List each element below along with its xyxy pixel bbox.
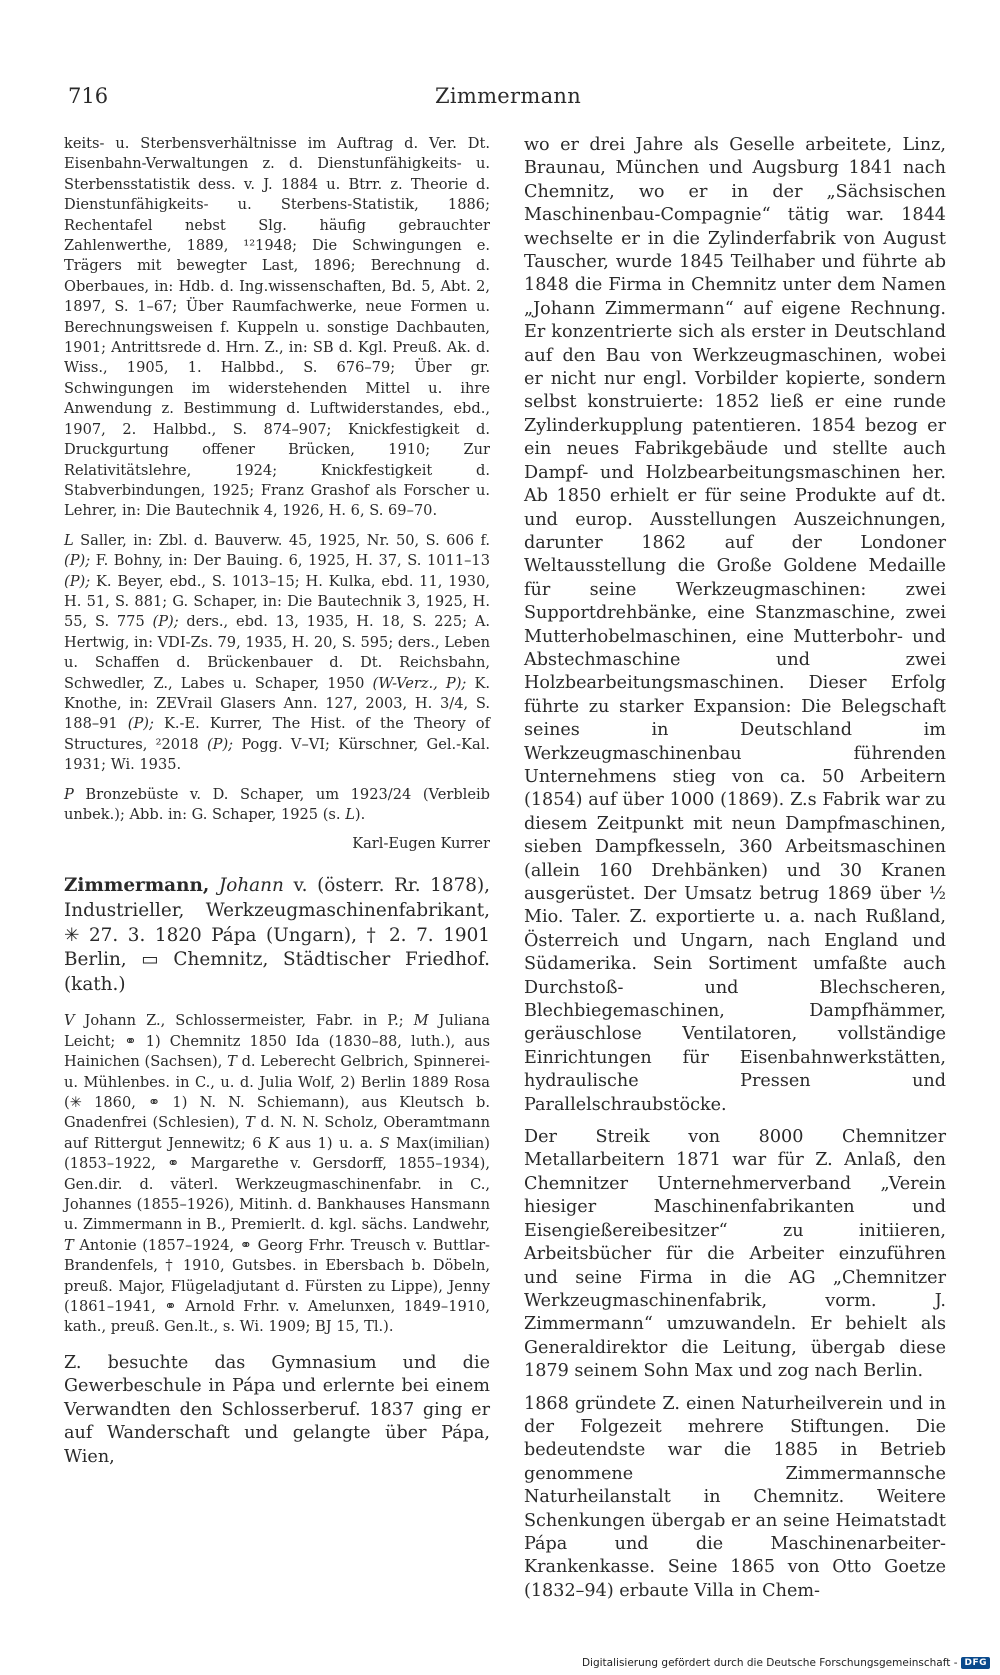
literature-siglum: L <box>64 531 74 549</box>
biography-paragraph-3: 1868 gründete Z. einen Naturheilverein und in der Folgezeit mehrere Stiftungen. Die bedeutendste war die 1885 in Betrieb genommene Zimmermannsche Naturheilanstalt in Chemnitz. Weitere Schenkungen übergab er an seine Heimatstadt Pápa und die Maschinenarbeiter-Krankenkasse. Seine 1865 von Otto Goetze (1832–94) erbaute Villa in Chem- <box>524 1393 946 1601</box>
biography-paragraph-1: wo er drei Jahre als Geselle arbeitete, Linz, Braunau, München und Augsburg 1841 nach Chemnitz, wo er in der „Sächsischen Maschinenbau-Compagnie“ tätig war. 1844 wechselte er in die Zylinderfabrik von August Tauscher, wurde 1845 Teilhaber und führte ab 1848 die Firma in Chemnitz unter dem Namen „Johann Zimmermann“ auf eigene Rechnung. Er konzentrierte sich als erster in Deutschland auf den Bau von Werkzeugmaschinen, wobei er nicht nur engl. Vorbilder kopierte, sondern selbst konstruierte: 1852 ließ er eine runde Zylinderkupplung patentieren. 1854 bezog er ein neues Fabrikgebäude und stellte auch Dampf- und Holzbearbeitungsmaschinen her. Ab 1850 erhielt er für seine Produkte auf dt. und europ. Ausstellungen Auszeichnungen, darunter 1862 auf der Londoner Weltausstellung die Große Goldene Medaille für seine Werkzeugmaschinen: zwei Supportdrehbänke, eine Stanzmaschine, zwei Mutterhobelmaschinen, eine Mutterbohr- und Abstechmaschine und zwei Holzbearbeitungsmaschinen. Dieser Erfolg führte zu starker Expansion: Die Belegschaft seines in Deutschland im Werkzeugmaschinenbau führenden Unternehmens stieg von ca. 50 Arbeitern (1854) auf über 1000 (1869). Z.s Fabrik war zu diesem Zeitpunkt mit neun Dampfmaschinen, sieben Dampfkesseln, 360 Arbeitsmaschinen (allein 160 Drehbänken) und 30 Kranen ausgerüstet. Der Umsatz betrug 1869 über ½ Mio. Taler. Z. exportierte u. a. nach Rußland, Österreich und Ungarn, nach England und Südamerika. Sein Sortiment umfaßte auch Durchstoß- und Blechscheren, Blechbiegemaschinen, Dampfhämmer, geräuschlose Ventilatoren, vollständige Einrichtungen für Eisenbahnwerkstätten, hydraulische Pressen und Parallelschraubstöcke. <box>524 135 946 1115</box>
entry-name: Zimmermann, <box>64 875 210 897</box>
literature-section: L Saller, in: Zbl. d. Bauverw. 45, 1925, Nr. 50, S. 606 f. (P); F. Bohny, in: Der Bauing. 6, 1925, H. 37, S. 1011–13 (P); K. Beyer, ebd., S. 1013–15; H. Kulka, ebd. 11, 1930, H. 51, S. 881; G. Schaper, in: Die Bautechnik 3, 1925, H. 55, S. 775 (P); ders., ebd. 13, 1935, H. 18, S. 225; A. Hertwig, in: VDI-Zs. 79, 1935, H. 20, S. 595; ders., Leben u. Schaffen d. Brückenbauer d. Dt. Reichsbahn, Schwedler, Z., Labes u. Schaper, 1950 (W-Verz., P); K. Knothe, in: ZEVrail Glasers Ann. 127, 2003, H. 3/4, S. 188–91 (P); K.-E. Kurrer, The Hist. of the Theory of Structures, ²2018 (P); Pogg. V–VI; Kürschner, Gel.-Kal. 1931; Wi. 1935. <box>64 531 490 774</box>
digitization-credit <box>582 1657 990 1669</box>
portrait-section: P Bronzebüste v. D. Schaper, um 1923/24 (Verbleib unbek.); Abb. in: G. Schaper, 1925 (s. L). <box>64 785 490 823</box>
page-number: 716 <box>68 84 109 108</box>
entry-heading <box>64 874 490 997</box>
credit-text: Digitalisierung gefördert durch die Deutsche Forschungsgemeinschaft - <box>581 1657 958 1669</box>
right-column <box>524 134 946 1603</box>
biography-start: Z. besuchte das Gymnasium und die Gewerbeschule in Pápa und erlernte bei einem Verwandten den Schlosserberuf. 1837 ging er auf Wanderschaft und gelangte über Pápa, Wien, <box>64 1352 490 1467</box>
dfg-logo: DFG <box>961 1657 990 1669</box>
portrait-siglum: P <box>64 785 74 803</box>
genealogy-section: V Johann Z., Schlossermeister, Fabr. in P.; M Juliana Leicht; ⚭ 1) Chemnitz 1850 Ida (1830–88, luth.), aus Hainichen (Sachsen), T d. Leberecht Gelbrich, Spinnerei- u. Mühlenbes. in C., u. d. Julia Wolf, 2) Berlin 1889 Rosa (✳ 1860, ⚭ 1) N. N. Schiemann), aus Kleutsch b. Gnadenfrei (Schlesien), T d. N. N. Scholz, Oberamtmann auf Rittergut Jennewitz; 6 K aus 1) u. a. S Max(imilian) (1853–1922, ⚭ Margarethe v. Gersdorff, 1855–1934), Gen.dir. d. väterl. Werkzeugmaschinenfabr. in C., Johannes (1855–1926), Mitinh. d. Bankhauses Hansmann u. Zimmermann in B., Premierlt. d. kgl. sächs. Landwehr, T Antonie (1857–1924, ⚭ Georg Frhr. Treusch v. Buttlar-Brandenfels, † 1910, Gutsbes. in Ebersbach b. Döbeln, preuß. Major, Flügeladjutant d. Fürsten zu Lippe), Jenny (1861–1941, ⚭ Arnold Frhr. v. Amelunxen, 1849–1910, kath., preuß. Gen.lt., s. Wi. 1909; BJ 15, Tl.). <box>64 1012 490 1336</box>
works-list-continued: keits- u. Sterbensverhältnisse im Auftrag d. Ver. Dt. Eisenbahn-Verwaltungen z. d. Dienstunfähigkeits- u. Sterbensstatistik dess. v. J. 1884 u. Btrr. z. Theorie d. Dienstunfähigkeits- u. Sterbens-Statistik, 1886; Rechentafel nebst Slg. häufig gebrauchter Zahlenwerthe, 1889, ¹²1948; Die Schwingungen e. Trägers mit bewegter Last, 1896; Berechnung d. Oberbaues, in: Hdb. d. Ing.wissenschaften, Bd. 5, Abt. 2, 1897, S. 1–67; Über Raumfachwerke, neue Formen u. Berechnungsweisen f. Kuppeln u. sonstige Dachbauten, 1901; Antrittsrede d. Hrn. Z., in: SB d. Kgl. Preuß. Ak. d. Wiss., 1905, 1. Halbbd., S. 676–79; Über gr. Schwingungen im widerstehenden Mittel u. ihre Anwendung z. Bestimmung d. Luftwiderstandes, ebd., 1907, 2. Halbbd., S. 874–907; Knickfestigkeit d. Druckgurtung offener Brücken, 1910; Zur Relativitätslehre, 1924; Knickfestigkeit d. Stabverbindungen, 1925; Franz Grashof als Forscher u. Lehrer, in: Die Bautechnik 4, 1926, H. 6, S. 69–70. <box>64 135 490 520</box>
left-column <box>64 134 490 1469</box>
entry-given-name: Johann <box>218 875 284 897</box>
page-header <box>68 84 948 114</box>
running-head: Zimmermann <box>434 84 582 108</box>
biography-paragraph-2: Der Streik von 8000 Chemnitzer Metallarbeitern 1871 war für Z. Anlaß, den Chemnitzer Unternehmerverband „Verein hiesiger Maschinenfabrikanten und Eisengießereibesitzer“ zu initiieren, Arbeitsbücher für die Arbeiter einzuführen und seine Firma in die AG „Chemnitzer Werkzeugmaschinenfabrik, vorm. J. Zimmermann“ umzuwandeln. Er behielt als Generaldirektor die Leitung, übergab diese 1879 seinem Sohn Max und zog nach Berlin. <box>524 1127 946 1382</box>
article-author: Karl-Eugen Kurrer <box>352 835 490 853</box>
entry-details: v. (österr. Rr. 1878), Industrieller, Werkzeugmaschinenfabrikant, ✳ 27. 3. 1820 Pápa (Ungarn), † 2. 7. 1901 Berlin, ▭ Chemnitz, Städtischer Friedhof. (kath.) <box>64 875 490 995</box>
